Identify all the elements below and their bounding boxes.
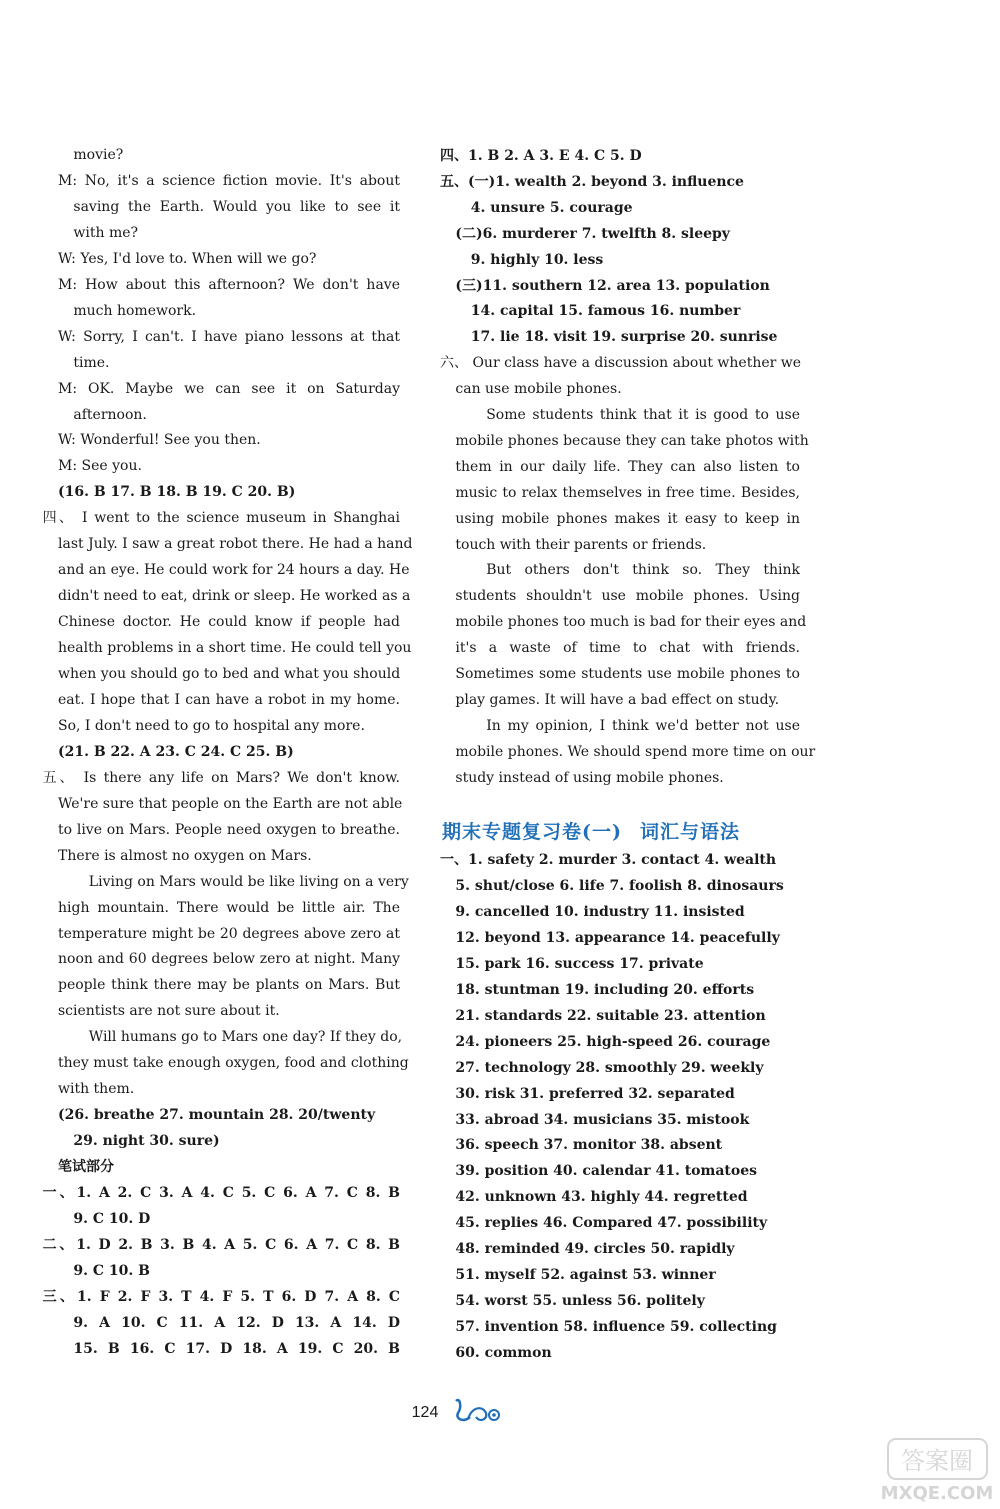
text-line: M: OK. Maybe we can see it on Saturday [58, 380, 400, 397]
text-line: 60. common [455, 1345, 552, 1362]
text-line: 51. myself 52. against 53. winner [455, 1267, 716, 1284]
text-line: 二、1. D 2. B 3. B 4. A 5. C 6. A 7. C 8. B [42, 1236, 400, 1253]
text-line: can use mobile phones. [455, 381, 622, 398]
text-line: 笔试部分 [58, 1159, 114, 1176]
text-line: (26. breathe 27. mountain 28. 20/twenty [58, 1107, 376, 1124]
text-line: 9. C 10. B [73, 1262, 150, 1279]
text-line: music to relax themselves in free time. Besides, [455, 484, 800, 501]
text-line: M: How about this afternoon? We don't have [58, 276, 400, 293]
text-line: We're sure that people on the Earth are not able [58, 795, 403, 812]
text-line: M: No, it's a science fiction movie. It's about [58, 172, 400, 189]
text-line: to live on Mars. People need oxygen to breathe. [58, 821, 400, 838]
text-line: (16. B 17. B 18. B 19. C 20. B) [58, 484, 296, 501]
text-line: 15. park 16. success 17. private [455, 955, 704, 972]
text-line: (三)11. southern 12. area 13. population [455, 277, 770, 294]
text-line: didn't need to eat, drink or sleep. He worked as a [58, 588, 411, 605]
text-line: 39. position 40. calendar 41. tomatoes [455, 1163, 757, 1180]
text-line: Sometimes some students use mobile phones to [455, 666, 800, 682]
text-line: 四、1. B 2. A 3. E 4. C 5. D [440, 148, 642, 164]
text-line: In my opinion, I think we'd better not use [486, 717, 800, 734]
text-line: 14. capital 15. famous 16. number [470, 303, 741, 320]
watermark-text: MXQE.COM [880, 1483, 994, 1504]
text-line: 18. stuntman 19. including 20. efforts [455, 981, 755, 998]
text-line: There is almost no oxygen on Mars. [58, 847, 312, 864]
text-line: afternoon. [73, 406, 147, 423]
text-line: W: Yes, I'd love to. When will we go? [58, 250, 317, 267]
text-line: 24. pioneers 25. high-speed 26. courage [455, 1033, 771, 1050]
text-line: it's a waste of time to chat with friends. [455, 640, 800, 657]
text-line: saving the Earth. Would you like to see it [73, 198, 400, 215]
text-line: 27. technology 28. smoothly 29. weekly [455, 1059, 764, 1076]
text-line: Living on Mars would be like living on a very [88, 873, 409, 890]
text-line: But others don't think so. They think [486, 562, 800, 579]
text-line: scientists are not sure about it. [58, 1003, 280, 1020]
text-line: temperature might be 20 degrees above zero at [58, 925, 400, 942]
text-line: play games. It will have a bad effect on study. [455, 691, 780, 708]
text-line: touch with their parents or friends. [455, 536, 707, 553]
text-line: 48. reminded 49. circles 50. rapidly [455, 1241, 735, 1258]
text-line: much homework. [73, 302, 197, 319]
text-line: 五、 Is there any life on Mars? We don't know. [42, 769, 400, 786]
text-line: eat. I hope that I can have a robot in my home. [58, 691, 400, 708]
text-line: 三、1. F 2. F 3. T 4. F 5. T 6. D 7. A 8. C [42, 1288, 400, 1305]
text-line: students shouldn't use mobile phones. Using [455, 588, 800, 605]
text-line: high mountain. There would be little air. The [58, 899, 400, 916]
text-line: 四、 I went to the science museum in Shanghai [42, 510, 400, 527]
text-line: noon and 60 degrees below zero at night. Many [58, 951, 400, 968]
text-line: mobile phones. We should spend more time on our [455, 743, 816, 760]
text-line: 9. C 10. D [73, 1210, 151, 1227]
text-line: 9. highly 10. less [470, 251, 604, 268]
text-line: M: See you. [58, 458, 142, 475]
text-line: 12. beyond 13. appearance 14. peacefully [455, 929, 780, 946]
text-line: 六、 Our class have a discussion about whether we [440, 355, 802, 372]
text-line: movie? [73, 147, 124, 163]
text-line: 33. abroad 34. musicians 35. mistook [455, 1111, 750, 1128]
text-line: So, I don't need to go to hospital any more. [58, 717, 365, 734]
text-line: 17. lie 18. visit 19. surprise 20. sunrise [470, 329, 778, 346]
text-line: and an eye. He could work for 24 hours a day. He [58, 562, 410, 579]
text-line: 21. standards 22. suitable 23. attention [455, 1007, 766, 1024]
text-line: when you should go to bed and what you should [58, 666, 401, 682]
text-line: 36. speech 37. monitor 38. absent [455, 1137, 723, 1154]
text-line: Will humans go to Mars one day? If they do, [88, 1029, 403, 1046]
text-line: 57. invention 58. influence 59. collecting [455, 1319, 777, 1336]
swirl-logo-icon [452, 1393, 504, 1425]
text-line: 4. unsure 5. courage [470, 199, 633, 216]
text-line: 9. A 10. C 11. A 12. D 13. A 14. D [73, 1314, 400, 1331]
text-line: 45. replies 46. Compared 47. possibility [455, 1215, 768, 1232]
text-line: with them. [58, 1081, 135, 1098]
text-line: they must take enough oxygen, food and clothing [58, 1055, 409, 1072]
text-line: last July. I saw a great robot there. He had a hand [58, 536, 413, 553]
text-line: mobile phones because they can take photos with [455, 432, 809, 449]
text-line: (21. B 22. A 23. C 24. C 25. B) [58, 743, 294, 760]
text-line: Chinese doctor. He could know if people had [58, 614, 400, 631]
text-line: W: Sorry, I can't. I have piano lessons at that [58, 328, 400, 345]
text-line: 一、1. A 2. C 3. A 4. C 5. C 6. A 7. C 8. B [42, 1185, 400, 1201]
text-line: (二)6. murderer 7. twelfth 8. sleepy [455, 225, 730, 242]
text-line: 30. risk 31. preferred 32. separated [455, 1085, 735, 1102]
text-line: people think there may be plants on Mars. But [58, 977, 400, 994]
text-line: 五、(一)1. wealth 2. beyond 3. influence [440, 173, 744, 190]
text-line: 42. unknown 43. highly 44. regretted [455, 1189, 748, 1206]
text-line: Some students think that it is good to use [486, 407, 800, 423]
section-title: 期末专题复习卷(一) [442, 821, 622, 843]
section-subtitle: 词汇与语法 [639, 821, 740, 843]
text-line: health problems in a short time. He could tell you [58, 640, 412, 657]
text-line: mobile phones too much is bad for their eyes and [455, 614, 807, 631]
text-line: 5. shut/close 6. life 7. foolish 8. dinosaurs [455, 877, 784, 894]
text-line: time. [73, 354, 110, 371]
text-line: 54. worst 55. unless 56. politely [455, 1293, 705, 1310]
watermark-cn: 答案圈 [901, 1447, 973, 1475]
text-line: W: Wonderful! See you then. [58, 432, 261, 449]
watermark-logo [880, 1435, 995, 1505]
text-line: 29. night 30. sure) [73, 1133, 220, 1150]
text-line: them in our daily life. They can also listen to [455, 458, 800, 475]
text-line: study instead of using mobile phones. [455, 769, 724, 786]
text-line: with me? [73, 224, 139, 241]
page-number: 124 [411, 1404, 439, 1421]
text-line: 一、1. safety 2. murder 3. contact 4. wealth [440, 852, 777, 868]
text-line: 15. B 16. C 17. D 18. A 19. C 20. B [73, 1340, 400, 1357]
text-line: using mobile phones makes it easy to keep in [455, 510, 800, 527]
text-line: 9. cancelled 10. industry 11. insisted [455, 903, 745, 920]
section-heading [442, 818, 802, 846]
